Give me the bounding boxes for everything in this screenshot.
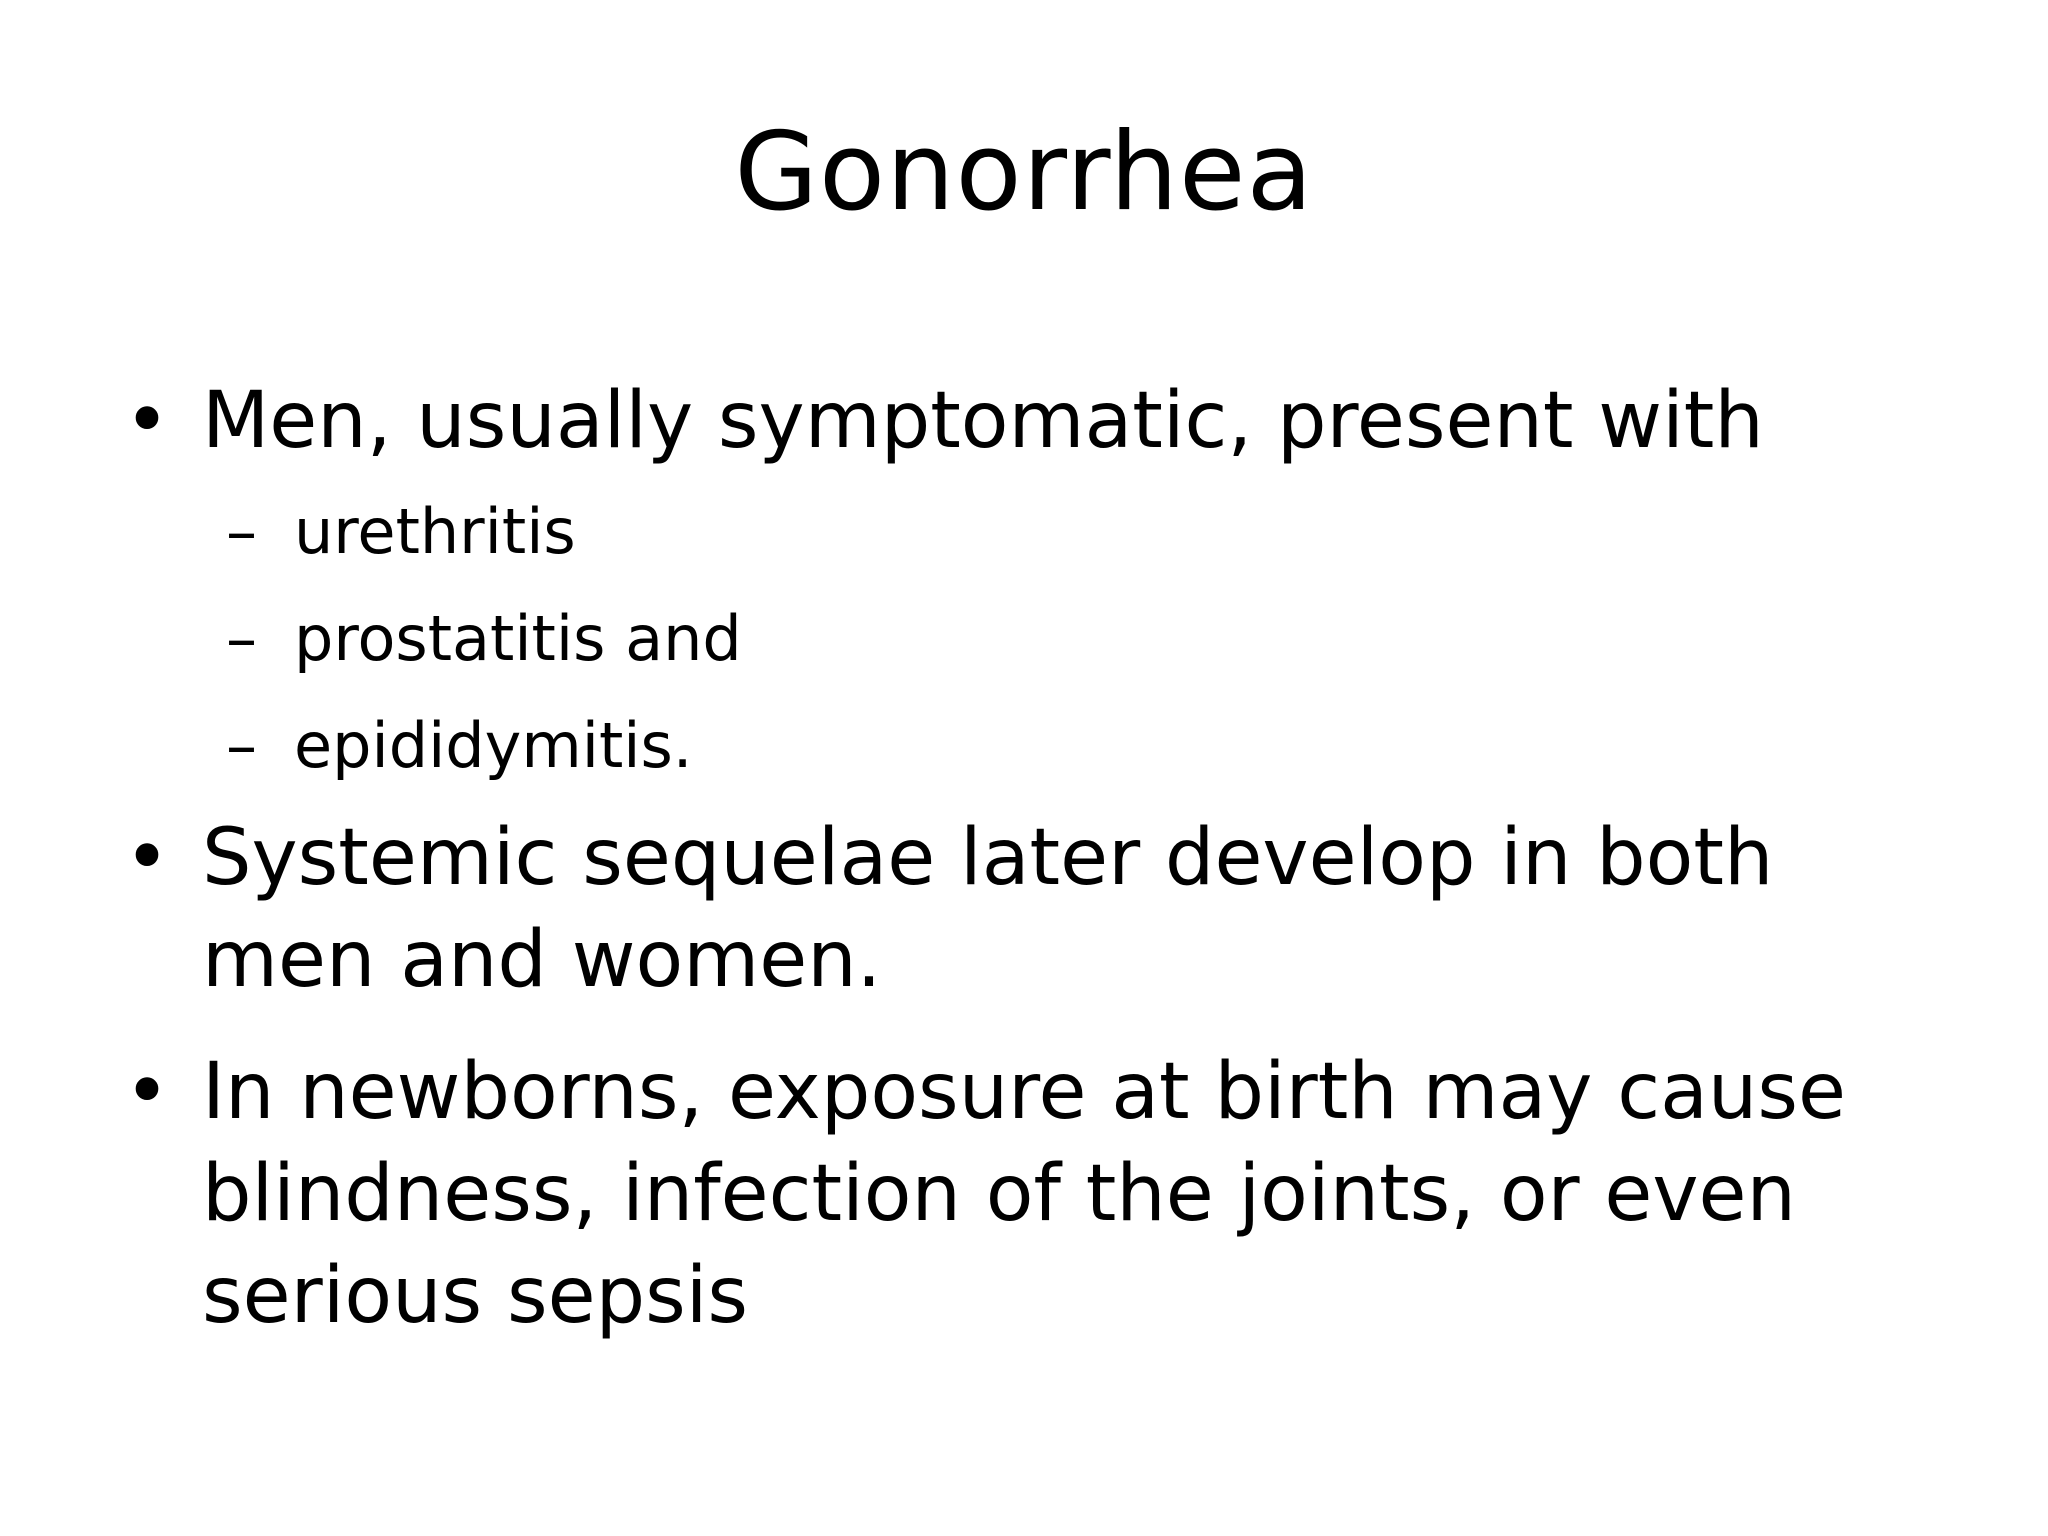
sub-bullet-item (226, 706, 1926, 786)
bullet-text: In newborns, exposure at birth may cause blindness, infection of the joints, or even serious sepsis (202, 1047, 1846, 1341)
slide-title: Gonorrhea (734, 110, 1314, 235)
sub-bullet-marker: – (226, 709, 257, 782)
sub-bullet-text: epididymitis. (294, 709, 693, 782)
bullet-marker: • (124, 376, 171, 466)
sub-bullet-marker: – (226, 602, 257, 675)
sub-bullet-marker: – (226, 495, 257, 568)
sub-bullet-item (226, 599, 1926, 679)
sub-bullet-text: prostatitis and (294, 602, 742, 675)
bullet-item (124, 807, 1944, 1011)
bullet-marker: • (124, 1047, 171, 1137)
bullet-item (124, 370, 1944, 472)
bullet-item (124, 1041, 1944, 1347)
sub-bullet-text: urethritis (294, 495, 576, 568)
bullet-marker: • (124, 813, 171, 903)
bullet-text: Systemic sequelae later develop in both men and women. (202, 813, 1774, 1005)
sub-bullet-item (226, 492, 1926, 572)
bullet-text: Men, usually symptomatic, present with (202, 376, 1764, 466)
